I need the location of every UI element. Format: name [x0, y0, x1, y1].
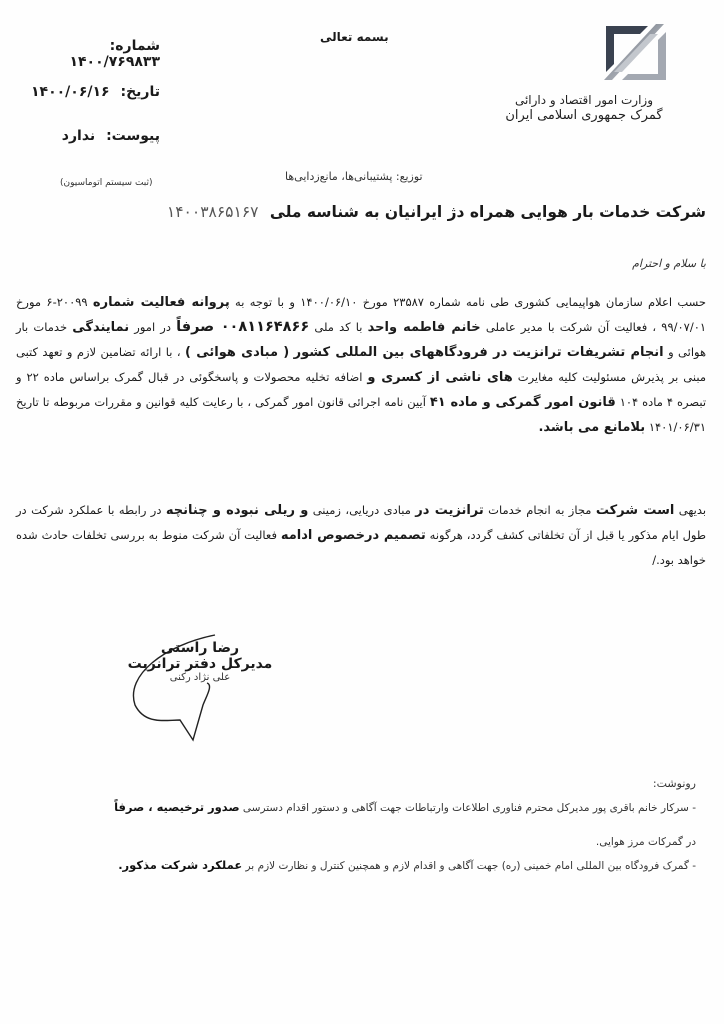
p1-law-ref: قانون امور گمرکی و ماده ۴۱ — [429, 395, 616, 410]
cc-line-2: در گمرکات مرز هوایی. — [595, 836, 696, 848]
date-value: ۱۴۰۰/۰۶/۱۶ — [31, 84, 110, 100]
p2-text: مجاز به انجام خدمات — [488, 503, 592, 517]
cc-title: رونوشت: — [652, 777, 696, 790]
cc-text: - سرکار خانم باقری پور مدیرکل محترم فناوری اطلاعات وارتباطات جهت آگاهی و دستور اقدام دسترسی — [242, 802, 696, 814]
cc-line-1 — [114, 800, 696, 814]
p2-text-bold: و ریلی نبوده و چنانچه — [165, 503, 309, 518]
letter-date — [10, 84, 160, 100]
p1-license-label: پروانه فعالیت شماره — [92, 295, 230, 310]
number-value: ۱۴۰۰/۷۶۹۸۳۳ — [69, 54, 160, 70]
p1-text: با کد ملی — [314, 320, 363, 334]
letter-attachment — [10, 128, 160, 144]
system-note: (ثبت سیستم اتوماسیون) — [60, 178, 153, 188]
p2-text: فعالیت آن شرکت منوط به بررسی تخلفات حادث شده خواهد بود./ — [16, 528, 706, 567]
p1-text: حسب اعلام سازمان هواپیمایی کشوری طی نامه شماره ۲۳۵۸۷ مورخ ۱۴۰۰/۰۶/۱۰ و با توجه به — [235, 295, 707, 309]
p1-scope-note: ( مبادی هوائی ) — [185, 345, 290, 360]
bismillah-heading: بسمه تعالی — [320, 30, 389, 44]
p2-text-bold: تصمیم درخصوص ادامه — [280, 528, 426, 543]
recipient-name: شرکت خدمات بار هوایی همراه دژ ایرانیان به شناسه ملی — [269, 203, 706, 221]
ministry-header — [484, 92, 684, 124]
p1-ceo-national-id: ۰۰۸۱۱۶۴۸۶۶ صرفاً — [176, 319, 310, 335]
distribution-notice: توزیع: پشتیبانی‌ها، مانع‌زدایی‌ها — [285, 170, 423, 183]
greeting: با سلام و احترام — [632, 257, 706, 270]
cc-line-3 — [118, 858, 696, 872]
p1-ceo-name: خانم فاطمه واحد — [367, 320, 481, 335]
cc-text-bold: صدور ترخیصیه ، صرفاً — [114, 800, 240, 814]
p1-text: ۲۰۰۹۹-۶ مورخ ۹۹/۰۷/۰۱ ، فعالیت آن شرکت با مدیر عاملی — [16, 295, 707, 334]
p2-text-bold: ترانزیت در — [415, 503, 484, 518]
p1-text-bold: های ناشی از کسری و — [367, 370, 513, 385]
p1-text: اضافه تخلیه محصولات و پاسخگوئی در قبال گمرک براساس ماده ۲۲ و تبصره ۴ ماده ۱۰۴ — [16, 370, 707, 409]
p2-text: در رابطه با عملکرد شرکت در طول ایام مذکور یا قبل از آن تخلفاتی کشف گردد، هرگونه — [16, 503, 707, 542]
customs-logo-icon — [598, 18, 674, 88]
body-paragraph-1 — [16, 290, 706, 440]
letter-number — [10, 38, 160, 70]
attachment-label: پیوست: — [106, 128, 160, 144]
body-paragraph-2 — [16, 498, 706, 572]
p2-text: بدیهی — [678, 503, 707, 517]
signatory-name: رضا راستی — [160, 640, 240, 656]
signatory-sub: علی نژاد رکنی — [169, 672, 231, 683]
ministry-line-2: گمرک جمهوری اسلامی ایران — [505, 108, 663, 123]
p1-scope: انجام تشریفات ترانزیت در فرودگاههای بین المللی کشور — [293, 345, 664, 360]
p2-text: مبادی دریایی، زمینی — [312, 503, 411, 517]
p1-text-bold: نمایندگی — [72, 320, 130, 335]
p2-text-bold: است شرکت — [595, 503, 675, 518]
number-label: شماره: — [109, 38, 160, 54]
recipient-national-id: ۱۴۰۰۳۸۶۵۱۶۷ — [166, 203, 259, 221]
ministry-line-1: وزارت امور اقتصاد و دارائی — [514, 93, 654, 107]
p1-text: در امور — [134, 320, 171, 334]
recipient-line — [167, 203, 706, 221]
signature-block — [100, 640, 300, 683]
p1-text: ، با ارائه تضامین لازم و تعهد کتبی مبنی بر پذیرش مسئولیت کلیه مغایرت — [16, 345, 706, 384]
p1-text: خدمات بار هوائی و — [16, 320, 707, 359]
p1-conclusion: بلامانع می باشد. — [538, 420, 646, 435]
cc-text-bold: عملکرد شرکت مذکور. — [118, 858, 243, 872]
cc-text: - گمرک فرودگاه بین المللی امام خمینی (ره) جهت آگاهی و اقدام لازم و همچنین کنترل و نظارت لازم بر — [245, 860, 696, 872]
date-label: تاریخ: — [120, 84, 160, 100]
attachment-value: ندارد — [61, 128, 96, 144]
p1-text: آیین نامه اجرائی قانون امور گمرکی ، با رعایت کلیه قوانین و مقررات مربوطه تا تاریخ ۱۴۰۱/۰۶/۳۱ — [16, 395, 706, 434]
signatory-title: مدیرکل دفتر ترانزیت — [127, 656, 273, 672]
